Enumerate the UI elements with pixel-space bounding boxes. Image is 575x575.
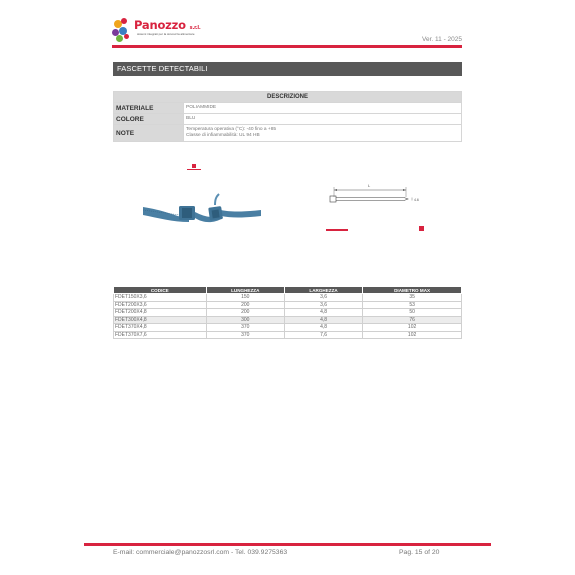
cell-width: 7,6 (284, 331, 362, 339)
product-photo (143, 160, 261, 260)
cell-length: 200 (206, 309, 284, 317)
cell-length: 300 (206, 316, 284, 324)
logo-mark (112, 18, 134, 44)
cell-width: 3,6 (284, 301, 362, 309)
cell-code: FDET200X3,6 (114, 301, 207, 309)
width-dimension-label: 4.6 (414, 198, 419, 202)
color-value: BLU (184, 114, 462, 125)
description-heading: DESCRIZIONE (114, 92, 462, 103)
length-dimension-label: L (368, 183, 371, 188)
drawing-brand-icon (419, 226, 424, 231)
column-header-length: LUNGHEZZA (206, 287, 284, 294)
logo-tagline: sistemi integrati per la sicurezza alimentare (137, 32, 195, 36)
table-row (114, 301, 462, 309)
table-row (114, 331, 462, 339)
color-label: COLORE (114, 114, 184, 125)
cell-length: 200 (206, 301, 284, 309)
company-logo (112, 18, 202, 46)
cell-diameter: 102 (363, 331, 462, 339)
column-header-code: CODICE (114, 287, 207, 294)
notes-line-temperature: Temperatura operativa (°C): -40 fino a +85 (186, 127, 277, 132)
cell-diameter: 102 (363, 324, 462, 332)
table-row (114, 316, 462, 324)
logo-wordmark: Panozzo s.r.l. (134, 18, 201, 32)
footer-divider (84, 543, 491, 546)
page-number: Pag. 15 of 20 (399, 549, 440, 556)
cell-diameter: 35 (363, 294, 462, 302)
page-title: FASCETTE DETECTABILI (113, 62, 462, 76)
table-row (114, 309, 462, 317)
cell-width: 4,8 (284, 324, 362, 332)
cell-width: 4,8 (284, 309, 362, 317)
cell-code: FDET370X7,6 (114, 331, 207, 339)
description-table (113, 91, 462, 142)
cell-code: FDET370X4,8 (114, 324, 207, 332)
product-table (113, 286, 462, 339)
cell-width: 3,6 (284, 294, 362, 302)
notes-line-flammability: Classe di infiammabilità: UL 94 HB (186, 133, 260, 138)
material-value: POLIAMMIDE (184, 103, 462, 114)
cell-code: FDET200X4,8 (114, 309, 207, 317)
cell-diameter: 76 (363, 316, 462, 324)
cell-code: FDET300X4,8 (114, 316, 207, 324)
notes-value (184, 125, 462, 142)
cell-length: 370 (206, 331, 284, 339)
photo-logo (187, 164, 201, 173)
cell-length: 150 (206, 294, 284, 302)
cable-tie-illustration (143, 160, 261, 260)
cell-code: FDET150X3,6 (114, 294, 207, 302)
column-header-width: LARGHEZZA (284, 287, 362, 294)
document-version: Ver. 11 - 2025 (422, 36, 462, 43)
cell-width: 4,8 (284, 316, 362, 324)
header-divider (112, 45, 462, 48)
notes-label: NOTE (114, 125, 184, 142)
cell-diameter: 50 (363, 309, 462, 317)
material-label: MATERIALE (114, 103, 184, 114)
cell-length: 370 (206, 324, 284, 332)
column-header-max-diameter: DIAMETRO MAX (363, 287, 462, 294)
table-header-row (114, 287, 462, 294)
footer-contact: E-mail: commerciale@panozzosrl.com - Tel. 039.9275363 (113, 549, 288, 556)
table-row (114, 324, 462, 332)
drawing-logo (326, 229, 348, 231)
cell-diameter: 53 (363, 301, 462, 309)
table-row (114, 294, 462, 302)
